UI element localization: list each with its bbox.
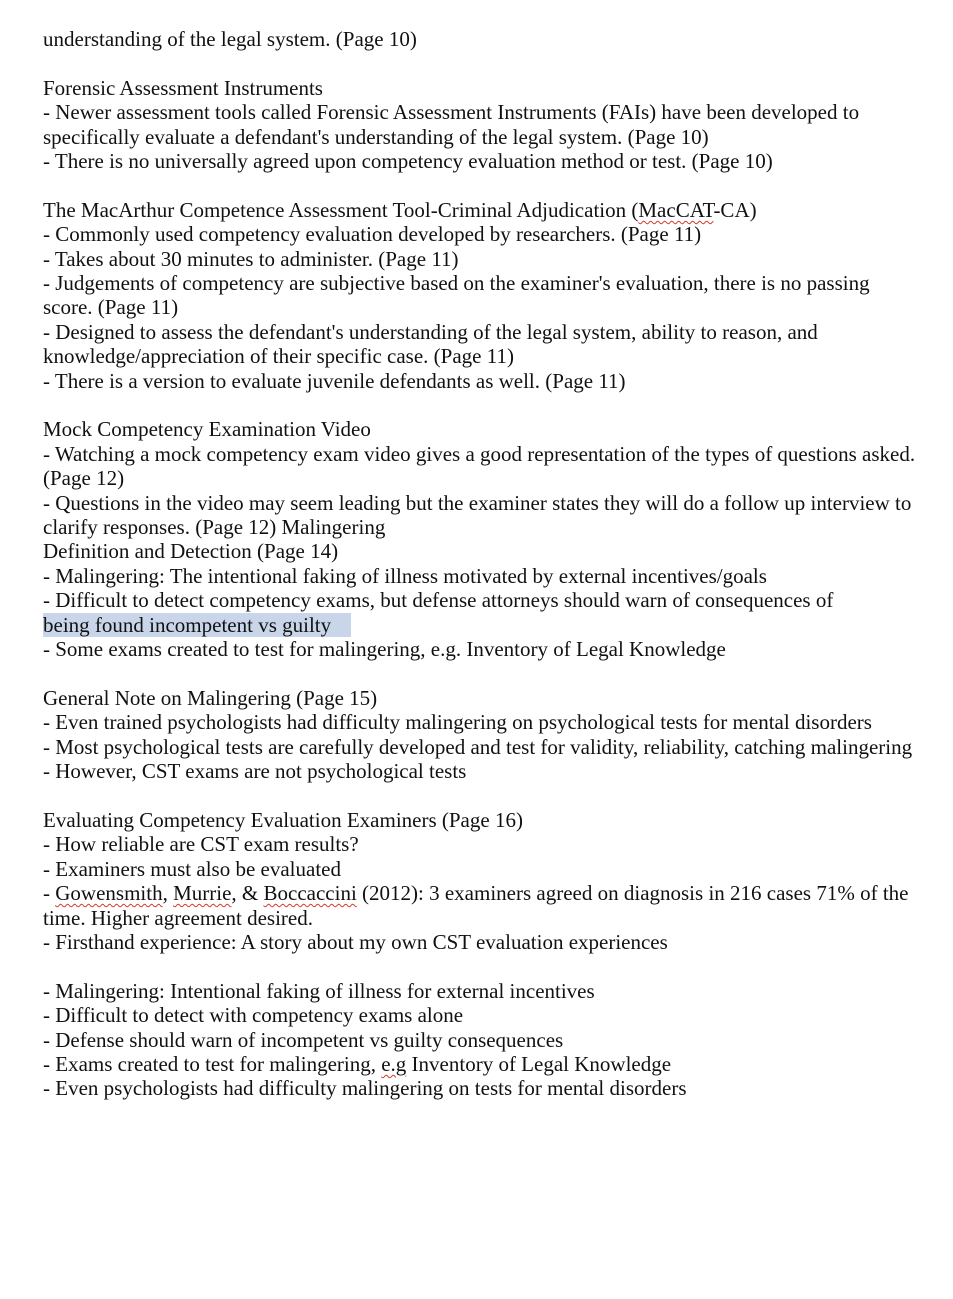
bullet-line	[43, 1052, 923, 1076]
bullet-line: - There is no universally agreed upon competency evaluation method or test. (Page 10)	[43, 149, 773, 174]
bullet-line: - Difficult to detect with competency exams alone	[43, 1003, 464, 1028]
bullet-line: - Defense should warn of incompetent vs guilty consequences	[43, 1027, 564, 1052]
bullet-line: - Questions in the video may seem leading but the examiner states they will do a follow up interview to clarify responses. (Page 12) Malingering	[43, 490, 912, 540]
bullet-line: - Malingering: Intentional faking of illness for external incentives	[43, 978, 595, 1003]
text-selection-highlight[interactable]: being found incompetent vs guilty	[43, 613, 351, 637]
blank-line	[43, 662, 923, 686]
line-text: (2012): 3 examiners agreed on diagnosis in 216 cases 71% of the time. Higher agreement desired.	[43, 881, 909, 930]
bullet-line: - Judgements of competency are subjective based on the examiner's evaluation, there is no passing score. (Page 11)	[43, 271, 870, 320]
bullet-line: - How reliable are CST exam results?	[43, 832, 359, 857]
bullet-line: - However, CST exams are not psychological tests	[43, 759, 467, 784]
sub-heading-line: Definition and Detection (Page 14)	[43, 539, 339, 564]
bullet-line: - There is a version to evaluate juvenile defendants as well. (Page 11)	[43, 368, 626, 393]
bullet-line: - Takes about 30 minutes to administer. (Page 11)	[43, 246, 459, 271]
bullet-line	[43, 588, 923, 637]
heading-text: -CA)	[713, 197, 757, 222]
bullet-line: - Even psychologists had difficulty malingering on tests for mental disorders	[43, 1076, 687, 1101]
line-text: - Difficult to detect competency exams, but defense attorneys should warn of consequences of	[43, 588, 834, 613]
bullet-line: - Examiners must also be evaluated	[43, 856, 341, 881]
line-text: -	[43, 881, 56, 906]
bullet-line: - Some exams created to test for malingering, e.g. Inventory of Legal Knowledge	[43, 637, 726, 662]
heading-text: The MacArthur Competence Assessment Tool-Criminal Adjudication (	[43, 197, 639, 222]
section-heading: Mock Competency Examination Video	[43, 417, 371, 442]
spellcheck-word[interactable]: Boccaccini	[263, 881, 357, 906]
blank-line	[43, 51, 923, 75]
line-text: - Exams created to test for malingering,	[43, 1051, 382, 1076]
line-text: ,	[162, 881, 174, 906]
spellcheck-word[interactable]: Gowensmith	[55, 881, 163, 906]
section-heading: Forensic Assessment Instruments	[43, 75, 323, 100]
blank-line	[43, 173, 923, 197]
bullet-line: - Most psychological tests are carefully developed and test for validity, reliability, catching malingering	[43, 734, 913, 759]
spellcheck-word[interactable]: MacCAT	[638, 197, 714, 222]
bullet-line: - Even trained psychologists had difficulty malingering on psychological tests for mental disorders	[43, 710, 872, 735]
blank-line	[43, 784, 923, 808]
citation-line	[43, 881, 923, 930]
text-line: understanding of the legal system. (Page 10)	[43, 27, 417, 51]
bullet-line: - Firsthand experience: A story about my own CST evaluation experiences	[43, 929, 668, 954]
spellcheck-word[interactable]: Murrie	[173, 881, 232, 906]
bullet-line: - Malingering: The intentional faking of illness motivated by external incentives/goals	[43, 563, 767, 588]
document-body[interactable]	[43, 27, 923, 1101]
line-text: Inventory of Legal Knowledge	[406, 1051, 672, 1076]
line-text: , &	[231, 881, 264, 906]
spellcheck-word[interactable]: e.g	[381, 1051, 407, 1076]
blank-line	[43, 393, 923, 417]
bullet-line: - Commonly used competency evaluation developed by researchers. (Page 11)	[43, 222, 702, 247]
section-heading: General Note on Malingering (Page 15)	[43, 685, 378, 710]
bullet-line: - Designed to assess the defendant's understanding of the legal system, ability to reason, and knowledge/appreciation of their specific case. (Page 11)	[43, 319, 818, 369]
bullet-line: - Newer assessment tools called Forensic Assessment Instruments (FAIs) have been developed to specifically evaluate a defendant's understanding of the legal system. (Page 10)	[43, 100, 860, 149]
bullet-line: - Watching a mock competency exam video gives a good representation of the types of questions asked. (Page 12)	[43, 441, 916, 491]
section-heading	[43, 198, 923, 222]
section-heading: Evaluating Competency Evaluation Examiners (Page 16)	[43, 807, 523, 832]
blank-line	[43, 954, 923, 978]
